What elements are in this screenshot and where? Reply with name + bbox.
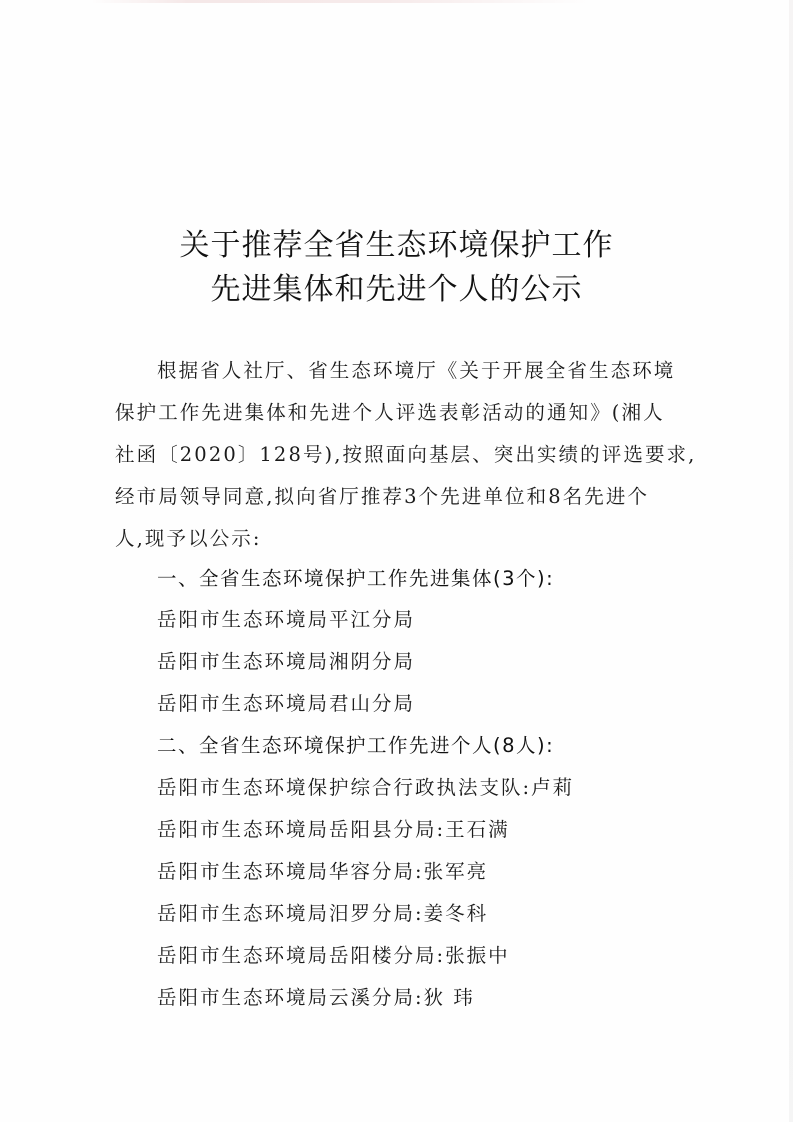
individual-list-item: 岳阳市生态环境局华容分局:张军亮 — [157, 860, 489, 883]
individual-list-item: 岳阳市生态环境局汨罗分局:姜冬科 — [157, 902, 489, 925]
intro-line: 经市局领导同意,拟向省厅推荐3个先进单位和8名先进个 — [115, 485, 650, 508]
individual-list-item: 岳阳市生态环境局岳阳楼分局:张振中 — [157, 944, 510, 967]
scan-artifact-top — [90, 0, 590, 3]
collective-list-item: 岳阳市生态环境局平江分局 — [157, 608, 416, 631]
scan-artifact-edge — [789, 0, 793, 1122]
individual-list-item: 岳阳市生态环境保护综合行政执法支队:卢莉 — [157, 776, 575, 799]
intro-paragraph — [115, 350, 697, 560]
intro-line: 保护工作先进集体和先进个人评选表彰活动的通知》(湘人 — [115, 401, 665, 424]
document-title-line-1: 关于推荐全省生态环境保护工作 — [179, 228, 614, 263]
collective-list-item: 岳阳市生态环境局君山分局 — [157, 692, 416, 715]
section-2-heading: 二、全省生态环境保护工作先进个人(8人): — [157, 734, 555, 757]
intro-line: 人,现予以公示: — [115, 527, 262, 550]
section-1-heading: 一、全省生态环境保护工作先进集体(3个): — [157, 567, 555, 590]
individual-list-item: 岳阳市生态环境局云溪分局:狄 玮 — [157, 986, 475, 1009]
individual-list-item: 岳阳市生态环境局岳阳县分局:王石满 — [157, 818, 510, 841]
intro-line: 社函〔2020〕128号),按照面向基层、突出实绩的评选要求, — [115, 443, 697, 466]
document-title-line-2: 先进集体和先进个人的公示 — [210, 272, 583, 307]
intro-line: 根据省人社厅、省生态环境厅《关于开展全省生态环境 — [157, 359, 676, 382]
collective-list-item: 岳阳市生态环境局湘阴分局 — [157, 650, 416, 673]
